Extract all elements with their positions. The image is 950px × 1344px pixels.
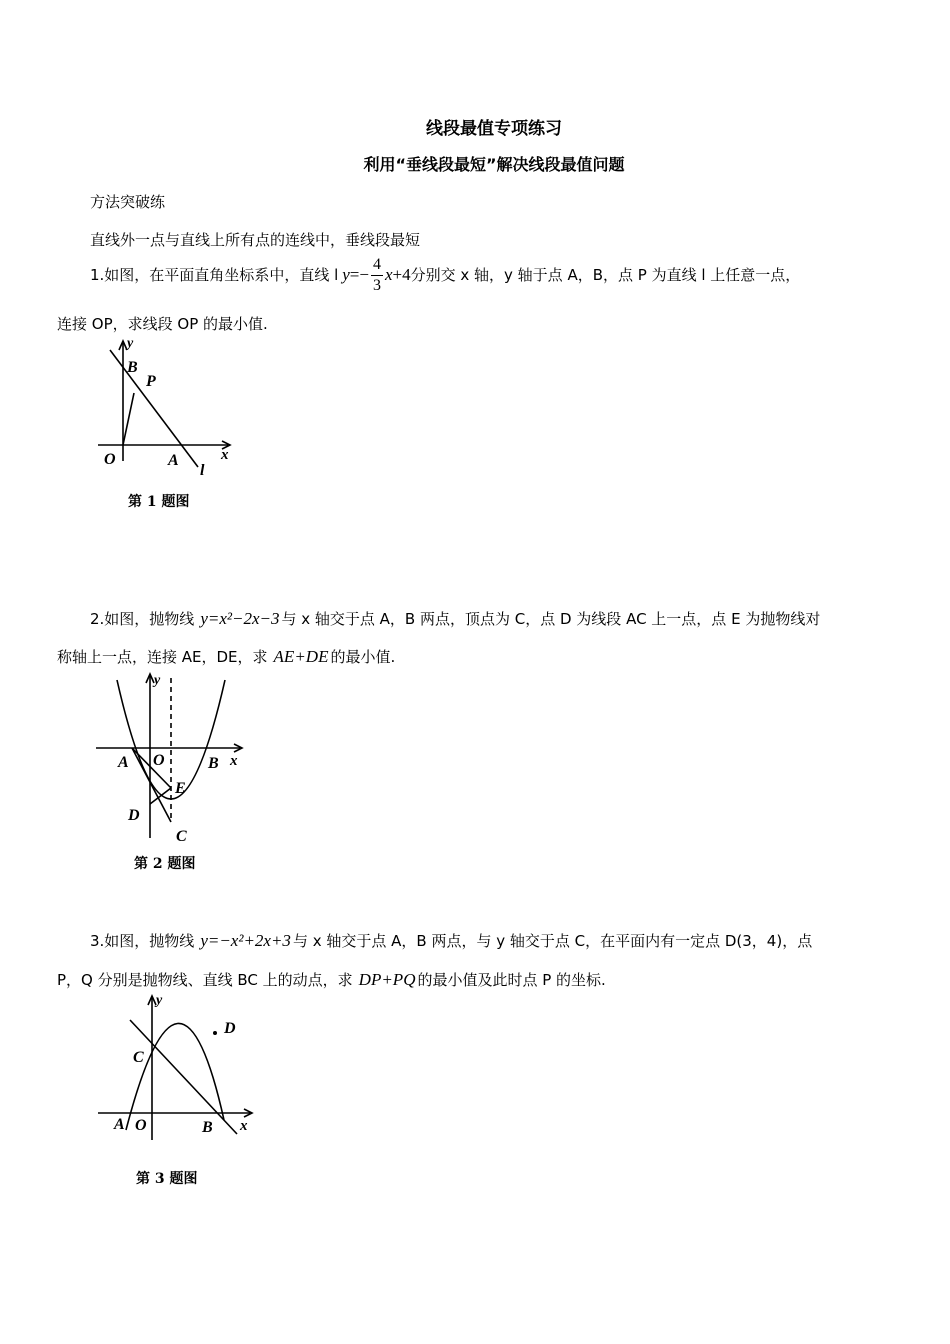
q2-pre: 2.如图，抛物线: [90, 610, 195, 628]
fig2-label-b: B: [208, 755, 219, 772]
fig3-label-d: D: [224, 1020, 236, 1037]
q1-frac-numerator: 4: [371, 255, 383, 276]
fig2-label-e: E: [175, 780, 186, 797]
figure-1: [90, 335, 250, 520]
q1-frac-denominator: 3: [372, 276, 381, 294]
fig3-point-d: [213, 1031, 217, 1035]
fig3-label-b: B: [202, 1119, 213, 1136]
q1-eq-y: y: [342, 265, 350, 284]
q2-line2-pre: 称轴上一点，连接 AE，DE，求: [57, 648, 268, 666]
fig1-caption: 第 1 题图: [128, 494, 190, 510]
fig1-label-l: l: [200, 462, 205, 479]
fig2-label-d: D: [128, 807, 140, 824]
question-1-line-1: [90, 253, 800, 297]
question-2-line-1: [90, 607, 820, 631]
fig2-label-a: A: [118, 754, 129, 771]
fig1-label-a: A: [168, 452, 179, 469]
fig2-caption: 第 2 题图: [134, 856, 196, 872]
q2-expr: y=x²−2x−3: [200, 609, 280, 628]
q3-line2-post: 的最小值及此时点 P 的坐标.: [417, 971, 606, 989]
page-subtitle: 利用“垂线段最短”解决线段最值问题: [363, 155, 625, 174]
fig3-parabola: [126, 1023, 224, 1130]
q3-pre: 3.如图，抛物线: [90, 932, 195, 950]
q1-pre: 1.如图，在平面直角坐标系中，直线 l: [90, 266, 339, 284]
fig3-label-a: A: [114, 1116, 125, 1133]
q2-line2-expr: AE+DE: [273, 647, 329, 666]
fig1-label-b: B: [127, 359, 138, 376]
fig2-label-o: O: [153, 752, 165, 769]
q3-line2-expr: DP+PQ: [358, 970, 416, 989]
q3-post: 与 x 轴交于点 A，B 两点，与 y 轴交于点 C，在平面内有一定点 D(3，4)，点: [292, 932, 813, 950]
q2-post: 与 x 轴交于点 A，B 两点，顶点为 C，点 D 为线段 AC 上一点，点 E 为抛物线对: [281, 610, 821, 628]
fig1-label-y: y: [127, 336, 134, 351]
fig1-label-x: x: [221, 447, 229, 463]
fig3-label-y: y: [156, 993, 163, 1008]
fig1-label-o: O: [104, 451, 116, 468]
q1-eq-tail: +4: [392, 265, 411, 284]
fig3-label-c: C: [133, 1049, 144, 1066]
principle-text: 直线外一点与直线上所有点的连线中，垂线段最短: [90, 231, 421, 249]
fig1-segment-op: [123, 393, 134, 445]
question-2-line-2: [57, 645, 395, 669]
fig1-label-p: P: [146, 373, 156, 390]
fig2-label-x: x: [230, 753, 238, 769]
q1-eq-x: x: [384, 265, 393, 284]
figure-2: [90, 670, 260, 880]
fig3-label-o: O: [135, 1117, 147, 1134]
fig3-caption: 第 3 题图: [136, 1171, 198, 1187]
q1-fraction: [371, 255, 383, 296]
page-title: 线段最值专项练习: [426, 119, 562, 139]
q1-eq-equals: =−: [349, 265, 369, 284]
q2-line2-post: 的最小值.: [330, 648, 396, 666]
question-3-line-1: [90, 929, 812, 953]
section-heading: 方法突破练: [90, 193, 166, 211]
q1-post: 分别交 x 轴，y 轴于点 A，B，点 P 为直线 l 上任意一点，: [410, 266, 801, 284]
fig2-segment-ae: [132, 748, 171, 788]
fig2-label-y: y: [154, 673, 161, 688]
fig3-label-x: x: [240, 1118, 248, 1134]
question-1-line-2: 连接 OP，求线段 OP 的最小值.: [57, 315, 268, 333]
q3-line2-pre: P，Q 分别是抛物线、直线 BC 上的动点，求: [57, 971, 353, 989]
q3-expr: y=−x²+2x+3: [200, 931, 291, 950]
fig2-label-c: C: [176, 828, 187, 845]
figure-3: [90, 990, 265, 1195]
question-3-line-2: [57, 968, 606, 992]
